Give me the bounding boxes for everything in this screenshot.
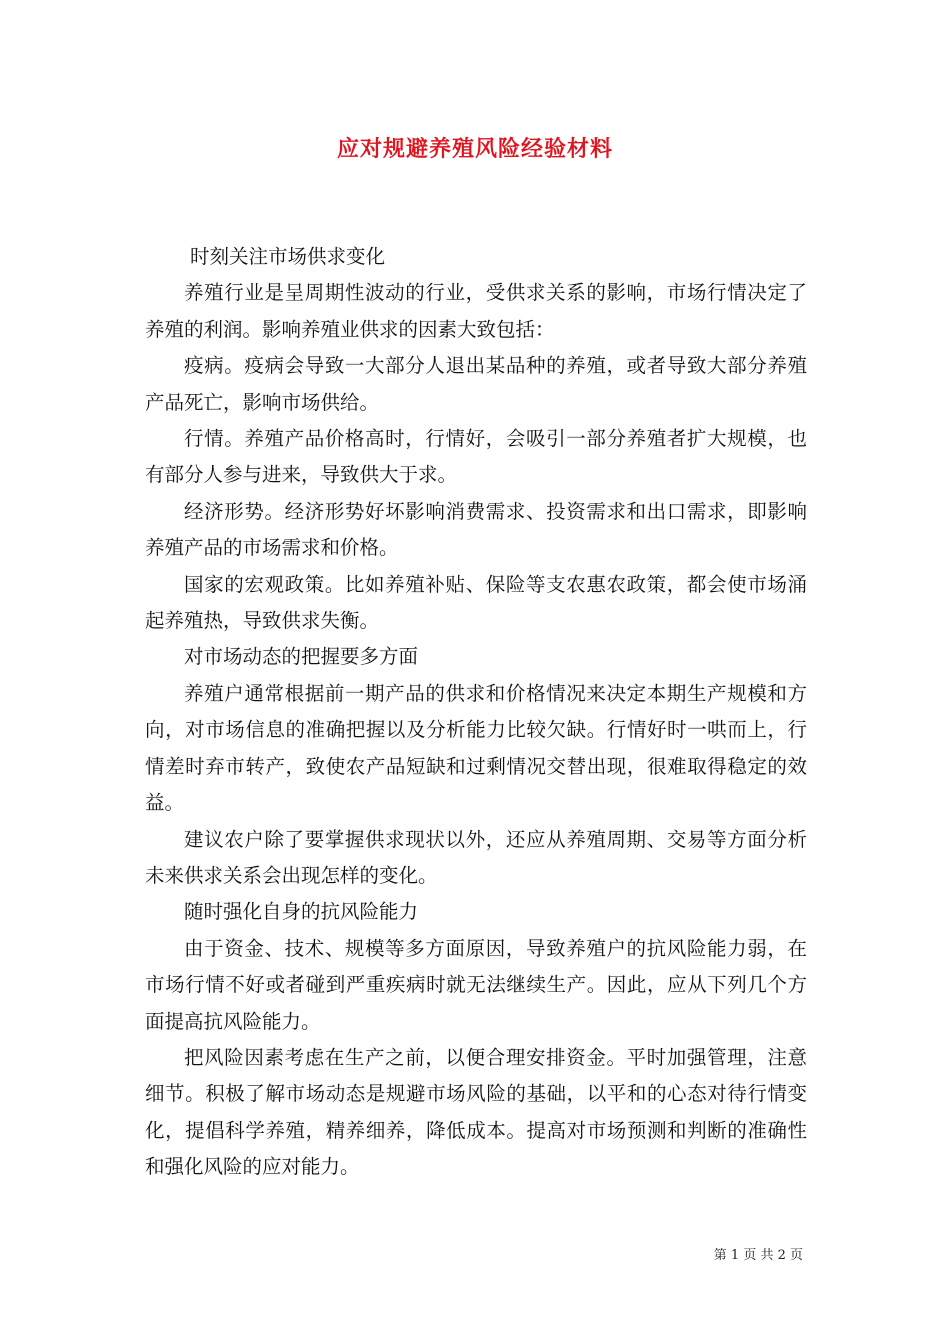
body-paragraph: 养殖户通常根据前一期产品的供求和价格情况来决定本期生产规模和方向，对市场信息的准确把握以及分析能力比较欠缺。行情好时一哄而上，行情差时弃市转产，致使农产品短缺和过剩情况交替出现，很难取得稳定的效益。 xyxy=(145,681,807,815)
section-heading: 时刻关注市场供求变化 xyxy=(190,245,386,268)
body-paragraph: 随时强化自身的抗风险能力 xyxy=(184,900,419,924)
body-paragraph: 对市场动态的把握要多方面 xyxy=(184,645,419,669)
body-paragraph: 建议农户除了要掌握供求现状以外，还应从养殖周期、交易等方面分析未来供求关系会出现怎样的变化。 xyxy=(145,827,807,887)
page-indicator: 第 1 页 共 2 页 xyxy=(713,1248,803,1263)
body-paragraph: 疫病。疫病会导致一大部分人退出某品种的养殖，或者导致大部分养殖产品死亡，影响市场供给。 xyxy=(145,354,807,414)
document-title: 应对规避养殖风险经验材料 xyxy=(336,136,613,162)
body-paragraph: 国家的宏观政策。比如养殖补贴、保险等支农惠农政策，都会使市场涌起养殖热，导致供求失衡。 xyxy=(145,572,807,633)
body-paragraph: 经济形势。经济形势好坏影响消费需求、投资需求和出口需求，即影响养殖产品的市场需求和价格。 xyxy=(145,499,807,560)
body-paragraph: 养殖行业是呈周期性波动的行业，受供求关系的影响，市场行情决定了养殖的利润。影响养殖业供求的因素大致包括： xyxy=(145,281,807,341)
body-paragraph: 把风险因素考虑在生产之前，以便合理安排资金。平时加强管理，注意细节。积极了解市场动态是规避市场风险的基础，以平和的心态对待行情变化，提倡科学养殖，精养细养，降低成本。提高对市场预测和判断的准确性和强化风险的应对能力。 xyxy=(145,1045,807,1179)
body-paragraph: 行情。养殖产品价格高时，行情好，会吸引一部分养殖者扩大规模，也有部分人参与进来，导致供大于求。 xyxy=(145,427,807,487)
document-body xyxy=(145,239,807,1186)
body-paragraph: 由于资金、技术、规模等多方面原因，导致养殖户的抗风险能力弱，在市场行情不好或者碰到严重疾病时就无法继续生产。因此，应从下列几个方面提高抗风险能力。 xyxy=(145,936,807,1033)
